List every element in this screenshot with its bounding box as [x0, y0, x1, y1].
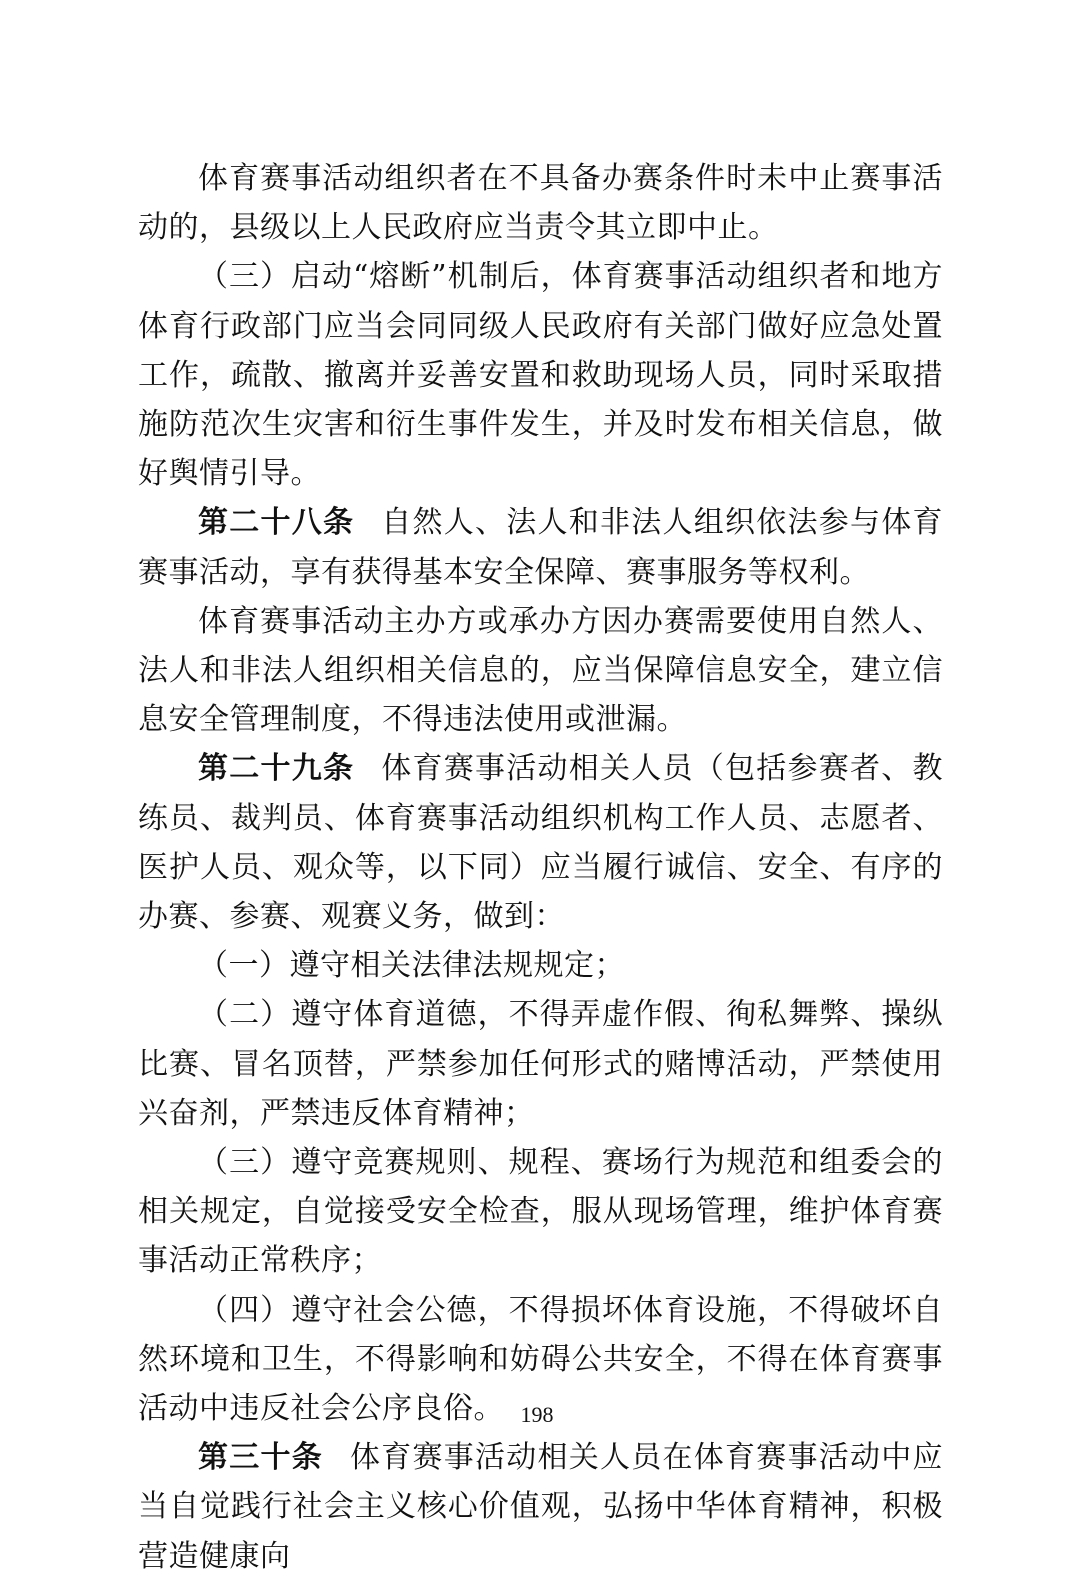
article-paragraph [138, 1433, 943, 1581]
article-paragraph [138, 744, 943, 941]
paragraph [138, 597, 943, 745]
article-label: 第三十条 [198, 1440, 323, 1476]
article-label: 第二十九条 [198, 751, 355, 787]
paragraph [138, 941, 943, 990]
paragraph-text: （一）遵守相关法律法规规定； [198, 948, 625, 984]
article-paragraph [138, 498, 943, 596]
paragraph [138, 990, 943, 1138]
paragraph-text: （四）遵守社会公德，不得损坏体育设施，不得破坏自然环境和卫生，不得影响和妨碍公共安全，不得在体育赛事活动中违反社会公序良俗。 [138, 1292, 943, 1427]
paragraph [138, 1138, 943, 1286]
page-number: 198 [520, 1402, 554, 1427]
paragraph-text: 体育赛事活动相关人员在体育赛事活动中应当自觉践行社会主义核心价值观，弘扬中华体育精神，积极营造健康向 [138, 1440, 943, 1574]
paragraph-text: 体育赛事活动相关人员（包括参赛者、教练员、裁判员、体育赛事活动组织机构工作人员、志愿者、医护人员、观众等，以下同）应当履行诚信、安全、有序的办赛、参赛、观赛义务，做到： [138, 751, 943, 935]
paragraph-text: （二）遵守体育道德，不得弄虚作假、徇私舞弊、操纵比赛、冒名顶替，严禁参加任何形式的赌博活动，严禁使用兴奋剂，严禁违反体育精神； [138, 997, 943, 1131]
paragraph-text: 体育赛事活动组织者在不具备办赛条件时未中止赛事活动的，县级以上人民政府应当责令其立即中止。 [138, 161, 943, 246]
document-body [138, 154, 943, 1581]
paragraph-text: 自然人、法人和非法人组织依法参与体育赛事活动，享有获得基本安全保障、赛事服务等权利。 [138, 505, 943, 590]
paragraph [138, 252, 943, 498]
article-label: 第二十八条 [198, 505, 355, 541]
paragraph [138, 154, 943, 252]
paragraph-text: 体育赛事活动主办方或承办方因办赛需要使用自然人、法人和非法人组织相关信息的，应当保障信息安全，建立信息安全管理制度，不得违法使用或泄漏。 [138, 603, 943, 738]
paragraph-text: （三）启动“熔断”机制后，体育赛事活动组织者和地方体育行政部门应当会同同级人民政府有关部门做好应急处置工作，疏散、撤离并妥善安置和救助现场人员，同时采取措施防范次生灾害和衍生事件发生，并及时发布相关信息，做好舆情引导。 [138, 259, 943, 492]
paragraph-text: （三）遵守竞赛规则、规程、赛场行为规范和组委会的相关规定，自觉接受安全检查，服从现场管理，维护体育赛事活动正常秩序； [138, 1145, 943, 1279]
